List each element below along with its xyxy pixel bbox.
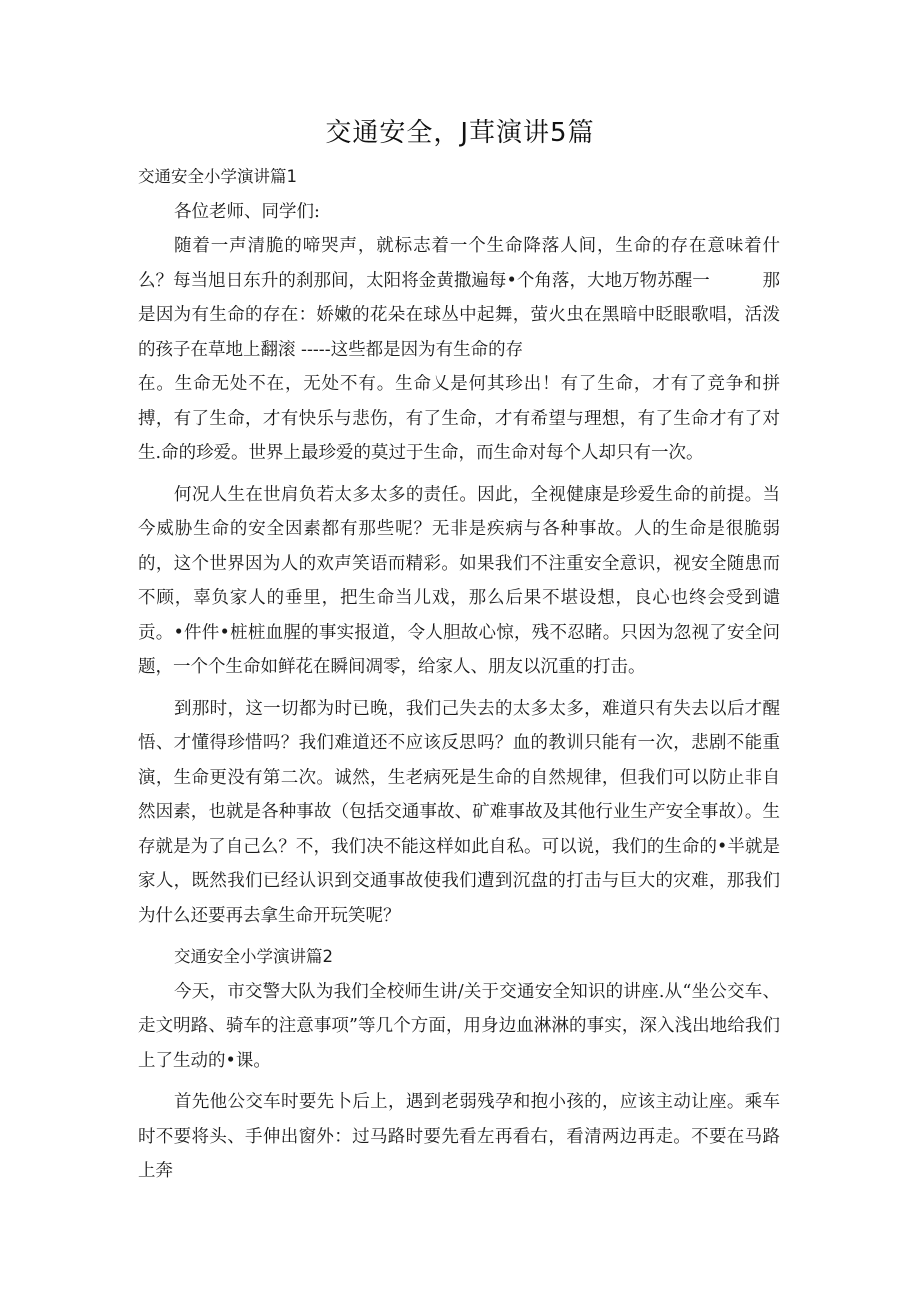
paragraph: 何况人生在世肩负若太多太多的责任。因此，全视健康是珍爱生命的前提。当今威胁生命的安全因素都有那些呢？无非是疾病与各种事故。人的生命是很脆弱的，这个世界因为人的欢声笑语而精彩。如果我们不注重安全意识，视安全随患而不顾，辜负家人的垂里，把生命当儿戏，那么后果不堪设想，良心也终会受到谴贡。•件件•桩桩血腥的事实报道，令人胆故心惊，残不忍睹。只因为忽视了安全问题，一个个生命如鲜花在瞬间凋零，给家人、朋友以沉重的打击。: [138, 484, 780, 677]
paragraph: 在。生命无处不在，无处不有。生命乂是何其珍出！有了生命，才有了竞争和拼搏，有了生命，才有快乐与悲伤，有了生命，才有希望与理想，有了生命才有了对生.命的珍爱。世界上最珍爱的莫过于生命，而生命对每个人却只有一次。: [138, 374, 780, 463]
section-heading: 交通安全小学演讲篇1: [138, 167, 297, 186]
section-heading: 交通安全小学演讲篇2: [174, 947, 333, 966]
paragraph: 到那时，这一切都为时已晚，我们己失去的太多太多，难道只有失去以后才醒悟、才懂得珍惜吗？我们难道还不应该反思吗？血的教训只能有一次，悲剧不能重演，生命更没有第二次。诚然，生老病死是生命的自然规律，但我们可以防止非自然因素，也就是各种事故（包括交通事故、矿难事故及其他行业生产安全事故）。生存就是为了自己么？不，我们决不能这样如此自私。可以说，我们的生命的•半就是家人，既然我们已经认识到交通事故使我们遭到沉盘的打击与巨大的灾难，那我们为什么还要再去拿生命开玩笑呢？: [138, 698, 780, 926]
document-title: 交通安全，J茸演讲5篇: [325, 118, 595, 148]
document-body: [138, 160, 780, 1189]
paragraph: 随着一声清脆的啼哭声，就标志着一个生命降落人间，生命的存在意味着什么？每当旭日东升的刹那间，太阳将金黄撒遍每•个角落，大地万物苏醒一 那是因为有生命的存在：娇嫩的花朵在球丛中起舞，萤火虫在黑暗中眨眼歌唱，活泼的孩子在草地上翻滚 -----这些都是因为有生命的存: [138, 236, 780, 360]
greeting: 各位老师、同学们:: [174, 201, 320, 222]
paragraph: 首先他公交车时要先卜后上，遇到老弱残孕和抱小孩的，应该主动让座。乘车时不要将头、手伸出窗外：过马路时要先看左再看右，看清两边再走。不要在马路上奔: [138, 1092, 780, 1181]
paragraph: 今天，市交警大队为我们全校师生讲/关于交通安全知识的讲座.从“坐公交车、走文明路、骑车的注意事项”等几个方面，用身边血淋淋的事实，深入浅出地给我们上了生动的•课。: [138, 981, 780, 1071]
